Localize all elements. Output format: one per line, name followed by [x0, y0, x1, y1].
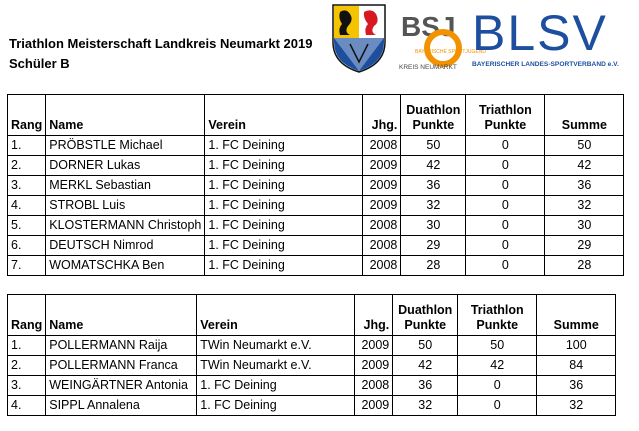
cell-rang: 7. — [8, 256, 46, 276]
column-header-duathlon-line2: Punkte — [412, 118, 455, 132]
cell-jhg: 2008 — [355, 376, 393, 396]
cell-name: PRÖBSTLE Michael — [46, 136, 205, 156]
cell-duathlon-punkte: 42 — [393, 356, 458, 376]
cell-rang: 2. — [8, 156, 46, 176]
blsv-logo-text: BLSV — [472, 5, 608, 61]
cell-summe: 32 — [537, 396, 616, 416]
district-crest-logo — [330, 2, 388, 74]
bsj-logo-ring-text: BAYERISCHE SPORTJUGEND — [415, 49, 486, 55]
column-header-rang: Rang — [8, 95, 46, 136]
cell-rang: 1. — [8, 336, 46, 356]
cell-duathlon-punkte: 32 — [393, 396, 458, 416]
cell-verein: 1. FC Deining — [205, 256, 363, 276]
cell-triathlon-punkte: 0 — [458, 396, 537, 416]
column-header-duathlon — [401, 95, 466, 136]
cell-verein: 1. FC Deining — [205, 196, 363, 216]
cell-summe: 36 — [545, 176, 624, 196]
cell-summe: 100 — [537, 336, 616, 356]
cell-name: KLOSTERMANN Christoph — [46, 216, 205, 236]
cell-duathlon-punkte: 36 — [393, 376, 458, 396]
bsj-logo — [395, 6, 486, 72]
cell-jhg: 2009 — [363, 176, 401, 196]
cell-jhg: 2009 — [355, 356, 393, 376]
column-header-rang: Rang — [8, 295, 46, 336]
cell-triathlon-punkte: 0 — [466, 216, 545, 236]
cell-triathlon-punkte: 0 — [466, 156, 545, 176]
cell-jhg: 2008 — [363, 256, 401, 276]
cell-triathlon-punkte: 0 — [466, 256, 545, 276]
cell-triathlon-punkte: 50 — [458, 336, 537, 356]
cell-duathlon-punkte: 36 — [401, 176, 466, 196]
cell-name: STROBL Luis — [46, 196, 205, 216]
document-title: Triathlon Meisterschaft Landkreis Neumarkt 2019 — [9, 36, 313, 51]
cell-duathlon-punkte: 50 — [401, 136, 466, 156]
cell-duathlon-punkte: 32 — [401, 196, 466, 216]
cell-duathlon-punkte: 50 — [393, 336, 458, 356]
cell-summe: 50 — [545, 136, 624, 156]
column-header-duathlon-line2: Punkte — [404, 318, 447, 332]
column-header-duathlon-line1: Duathlon — [398, 303, 453, 317]
cell-summe: 36 — [537, 376, 616, 396]
column-header-duathlon-line1: Duathlon — [406, 103, 461, 117]
cell-rang: 6. — [8, 236, 46, 256]
cell-rang: 4. — [8, 196, 46, 216]
cell-verein: TWin Neumarkt e.V. — [197, 356, 355, 376]
column-header-verein: Verein — [197, 295, 355, 336]
cell-name: WEINGÄRTNER Antonia — [46, 376, 197, 396]
cell-jhg: 2008 — [363, 216, 401, 236]
cell-rang: 2. — [8, 356, 46, 376]
cell-name: POLLERMANN Raija — [46, 336, 197, 356]
column-header-summe: Summe — [545, 95, 624, 136]
column-header-name: Name — [46, 295, 197, 336]
cell-summe: 28 — [545, 256, 624, 276]
cell-duathlon-punkte: 28 — [401, 256, 466, 276]
cell-rang: 5. — [8, 216, 46, 236]
cell-verein: 1. FC Deining — [205, 156, 363, 176]
cell-verein: 1. FC Deining — [205, 216, 363, 236]
cell-triathlon-punkte: 0 — [466, 136, 545, 156]
cell-rang: 3. — [8, 176, 46, 196]
table-row — [8, 176, 624, 196]
cell-jhg: 2008 — [363, 236, 401, 256]
cell-duathlon-punkte: 42 — [401, 156, 466, 176]
column-header-triathlon-line2: Punkte — [476, 318, 519, 332]
bsj-logo-text: BSJ — [401, 11, 456, 42]
table-row — [8, 376, 616, 396]
cell-triathlon-punkte: 42 — [458, 356, 537, 376]
cell-jhg: 2009 — [363, 156, 401, 176]
document-subtitle: Schüler B — [9, 56, 70, 71]
table-row — [8, 156, 624, 176]
cell-rang: 4. — [8, 396, 46, 416]
column-header-triathlon-line2: Punkte — [484, 118, 527, 132]
column-header-jhg: Jhg. — [363, 95, 401, 136]
cell-verein: 1. FC Deining — [197, 396, 355, 416]
cell-rang: 3. — [8, 376, 46, 396]
cell-name: DORNER Lukas — [46, 156, 205, 176]
cell-jhg: 2009 — [355, 396, 393, 416]
results-table-1 — [7, 94, 624, 276]
cell-name: SIPPL Annalena — [46, 396, 197, 416]
column-header-name: Name — [46, 95, 205, 136]
column-header-duathlon — [393, 295, 458, 336]
cell-name: MERKL Sebastian — [46, 176, 205, 196]
cell-name: POLLERMANN Franca — [46, 356, 197, 376]
cell-triathlon-punkte: 0 — [466, 176, 545, 196]
cell-summe: 42 — [545, 156, 624, 176]
cell-rang: 1. — [8, 136, 46, 156]
table-row — [8, 256, 624, 276]
table-row — [8, 216, 624, 236]
results-table-2 — [7, 294, 616, 416]
column-header-triathlon — [466, 95, 545, 136]
cell-name: DEUTSCH Nimrod — [46, 236, 205, 256]
bsj-logo-subtext: KREIS NEUMARKT — [399, 64, 457, 71]
cell-verein: TWin Neumarkt e.V. — [197, 336, 355, 356]
table-header-row — [8, 295, 616, 336]
table-row — [8, 196, 624, 216]
column-header-triathlon — [458, 295, 537, 336]
cell-summe: 84 — [537, 356, 616, 376]
cell-summe: 29 — [545, 236, 624, 256]
cell-duathlon-punkte: 29 — [401, 236, 466, 256]
cell-triathlon-punkte: 0 — [458, 376, 537, 396]
cell-summe: 32 — [545, 196, 624, 216]
table-row — [8, 236, 624, 256]
cell-name: WOMATSCHKA Ben — [46, 256, 205, 276]
column-header-jhg: Jhg. — [355, 295, 393, 336]
cell-verein: 1. FC Deining — [205, 176, 363, 196]
column-header-summe: Summe — [537, 295, 616, 336]
table-row — [8, 336, 616, 356]
table-header-row — [8, 95, 624, 136]
cell-jhg: 2009 — [363, 196, 401, 216]
cell-jhg: 2008 — [363, 136, 401, 156]
cell-triathlon-punkte: 0 — [466, 196, 545, 216]
blsv-logo — [470, 2, 635, 72]
table-row — [8, 136, 624, 156]
column-header-verein: Verein — [205, 95, 363, 136]
cell-verein: 1. FC Deining — [197, 376, 355, 396]
cell-summe: 30 — [545, 216, 624, 236]
cell-verein: 1. FC Deining — [205, 136, 363, 156]
column-header-triathlon-line1: Triathlon — [478, 103, 532, 117]
cell-verein: 1. FC Deining — [205, 236, 363, 256]
table-row — [8, 396, 616, 416]
cell-jhg: 2009 — [355, 336, 393, 356]
table-row — [8, 356, 616, 376]
column-header-triathlon-line1: Triathlon — [470, 303, 524, 317]
cell-duathlon-punkte: 30 — [401, 216, 466, 236]
cell-triathlon-punkte: 0 — [466, 236, 545, 256]
blsv-logo-subtext: BAYERISCHER LANDES-SPORTVERBAND e.V. — [472, 61, 619, 68]
